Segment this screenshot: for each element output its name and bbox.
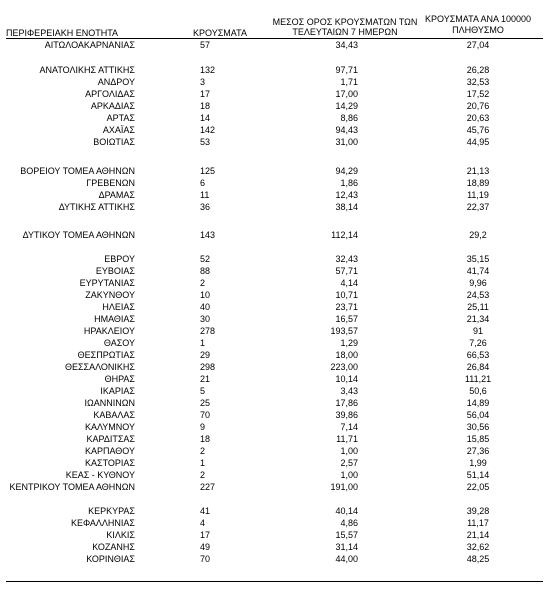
table-row [0, 136, 547, 148]
per-100k-cell: 41,74 [466, 266, 490, 276]
region-cell: ΑΝΑΤΟΛΙΚΗΣ ΑΤΤΙΚΗΣ [39, 65, 135, 75]
table-row [0, 469, 547, 481]
table-row [0, 325, 547, 337]
cases-cell: 18 [200, 101, 211, 111]
avg-cell: 8,86 [340, 113, 358, 123]
per-100k-cell: 20,63 [466, 113, 490, 123]
region-cell: ΚΙΛΚΙΣ [106, 530, 135, 540]
per-100k-cell: 17,52 [466, 89, 490, 99]
region-cell: ΚΑΒΑΛΑΣ [93, 410, 135, 420]
avg-cell: 1,29 [340, 338, 358, 348]
cases-cell: 53 [200, 137, 211, 147]
table-row [0, 301, 547, 313]
cases-cell: 143 [200, 230, 216, 240]
table-row [0, 313, 547, 325]
header-per-line1: ΚΡΟΥΣΜΑΤΑ ΑΝΑ 100000 [425, 14, 531, 24]
region-cell: ΑΝΔΡΟΥ [97, 77, 135, 87]
table-row [0, 445, 547, 457]
table-row [0, 124, 547, 136]
per-100k-cell: 20,76 [466, 101, 490, 111]
avg-cell: 14,29 [335, 101, 358, 111]
per-100k-cell: 11,17 [467, 518, 489, 528]
region-cell: ΒΟΡΕΙΟΥ ΤΟΜΕΑ ΑΘΗΝΩΝ [20, 166, 135, 176]
region-cell: ΙΚΑΡΙΑΣ [100, 386, 135, 396]
cases-cell: 25 [200, 398, 211, 408]
avg-cell: 57,71 [335, 266, 358, 276]
per-100k-cell: 39,28 [466, 506, 490, 516]
region-cell: ΚΕΑΣ - ΚΥΘΝΟΥ [65, 470, 135, 480]
avg-cell: 16,57 [335, 314, 358, 324]
cases-cell: 2 [200, 278, 206, 288]
avg-cell: 34,43 [335, 40, 358, 50]
table-row [0, 481, 547, 493]
cases-cell: 10 [200, 290, 211, 300]
per-100k-cell: 22,05 [466, 482, 490, 492]
avg-cell: 2,57 [340, 458, 358, 468]
per-100k-cell: 91 [472, 326, 483, 336]
region-cell: ΕΒΡΟΥ [104, 254, 135, 264]
per-100k-cell: 29,2 [469, 230, 487, 240]
avg-cell: 3,43 [340, 386, 358, 396]
header-region: ΠΕΡΙΦΕΡΕΙΑΚΗ ΕΝΟΤΗΤΑ [6, 28, 119, 38]
cases-cell: 227 [200, 482, 216, 492]
per-100k-cell: 27,04 [466, 40, 490, 50]
per-100k-cell: 51,14 [466, 470, 490, 480]
header-per-line2: ΠΛΗΘΥΣΜΟ [452, 25, 504, 35]
cases-cell: 3 [200, 77, 206, 87]
cases-cell: 52 [200, 254, 211, 264]
cases-cell: 9 [200, 422, 206, 432]
table-row [0, 433, 547, 445]
per-100k-cell: 21,34 [466, 314, 490, 324]
cases-cell: 88 [200, 266, 211, 276]
cases-cell: 2 [200, 470, 206, 480]
avg-cell: 7,14 [340, 422, 358, 432]
avg-cell: 44,00 [335, 554, 358, 564]
region-cell: ΖΑΚΥΝΘΟΥ [85, 290, 135, 300]
per-100k-cell: 11,19 [467, 190, 489, 200]
per-100k-cell: 56,04 [466, 410, 490, 420]
avg-cell: 94,43 [335, 125, 358, 135]
cases-cell: 18 [200, 434, 211, 444]
per-100k-cell: 24,53 [466, 290, 490, 300]
cases-cell: 142 [200, 125, 216, 135]
avg-cell: 1,00 [340, 446, 358, 456]
per-100k-cell: 21,14 [466, 530, 490, 540]
region-cell: ΘΗΡΑΣ [104, 374, 135, 384]
region-cell: ΔΥΤΙΚΟΥ ΤΟΜΕΑ ΑΘΗΝΩΝ [22, 230, 135, 240]
region-cell: ΑΧΑΪΑΣ [102, 125, 135, 135]
per-100k-cell: 30,56 [466, 422, 490, 432]
region-cell: ΚΟΡΙΝΘΙΑΣ [86, 554, 135, 564]
region-cell: ΗΛΕΙΑΣ [102, 302, 135, 312]
header-avg-line2: ΤΕΛΕΥΤΑΙΩΝ 7 ΗΜΕΡΩΝ [292, 27, 398, 37]
region-cell: ΑΙΤΩΛΟΑΚΑΡΝΑΝΙΑΣ [44, 40, 135, 50]
region-cell: ΙΩΑΝΝΙΝΩΝ [84, 398, 135, 408]
table-row [0, 265, 547, 277]
table-row [0, 529, 547, 541]
avg-cell: 4,14 [340, 278, 358, 288]
avg-cell: 10,71 [335, 290, 358, 300]
table-row [0, 337, 547, 349]
table-row [0, 177, 547, 189]
per-100k-cell: 48,25 [466, 554, 490, 564]
avg-cell: 1,86 [340, 178, 358, 188]
region-cell: ΚΕΝΤΡΙΚΟΥ ΤΟΜΕΑ ΑΘΗΝΩΝ [9, 482, 135, 492]
per-100k-cell: 45,76 [466, 125, 490, 135]
cases-cell: 132 [200, 65, 216, 75]
region-cell: ΑΡΚΑΔΙΑΣ [90, 101, 135, 111]
per-100k-cell: 26,84 [466, 362, 490, 372]
table-row [0, 189, 547, 201]
region-cell: ΕΥΡΥΤΑΝΙΑΣ [79, 278, 135, 288]
region-cell: ΚΑΣΤΟΡΙΑΣ [85, 458, 135, 468]
region-cell: ΚΕΦΑΛΛΗΝΙΑΣ [70, 518, 135, 528]
cases-cell: 17 [200, 89, 211, 99]
avg-cell: 1,71 [340, 77, 358, 87]
per-100k-cell: 26,28 [466, 65, 490, 75]
cases-cell: 49 [200, 542, 211, 552]
region-cell: ΚΕΡΚΥΡΑΣ [88, 506, 135, 516]
cases-cell: 70 [200, 410, 211, 420]
table-row [0, 457, 547, 469]
header-cases: ΚΡΟΥΣΜΑΤΑ [193, 28, 247, 38]
region-cell: ΚΑΡΔΙΤΣΑΣ [86, 434, 135, 444]
cases-cell: 40 [200, 302, 211, 312]
cases-cell: 4 [200, 518, 206, 528]
bottom-divider [6, 581, 543, 582]
avg-cell: 39,86 [335, 410, 358, 420]
table-row [0, 361, 547, 373]
cases-cell: 70 [200, 554, 211, 564]
region-cell: ΕΥΒΟΙΑΣ [95, 266, 135, 276]
per-100k-cell: 9,96 [469, 278, 487, 288]
cases-cell: 5 [200, 386, 206, 396]
avg-cell: 193,57 [330, 326, 358, 336]
cases-cell: 17 [200, 530, 211, 540]
table-row [0, 100, 547, 112]
per-100k-cell: 32,62 [466, 542, 490, 552]
table-row [0, 112, 547, 124]
region-cell: ΗΡΑΚΛΕΙΟΥ [83, 326, 135, 336]
table-row [0, 397, 547, 409]
table-row [0, 76, 547, 88]
avg-cell: 18,00 [335, 350, 358, 360]
cases-cell: 21 [200, 374, 211, 384]
avg-cell: 112,14 [331, 230, 358, 240]
per-100k-cell: 21,13 [466, 166, 490, 176]
avg-cell: 40,14 [335, 506, 358, 516]
cases-cell: 41 [200, 506, 211, 516]
header-avg-line1: ΜΕΣΟΣ ΟΡΟΣ ΚΡΟΥΣΜΑΤΩΝ ΤΩΝ [272, 17, 418, 27]
table-row [0, 505, 547, 517]
per-100k-cell: 15,85 [466, 434, 490, 444]
table-row [0, 553, 547, 565]
avg-cell: 31,14 [335, 542, 358, 552]
region-cell: ΘΑΣΟΥ [103, 338, 135, 348]
cases-cell: 6 [200, 178, 206, 188]
avg-cell: 4,86 [340, 518, 358, 528]
avg-cell: 23,71 [335, 302, 358, 312]
cases-cell: 125 [200, 166, 216, 176]
avg-cell: 32,43 [335, 254, 358, 264]
region-cell: ΑΡΓΟΛΙΔΑΣ [85, 89, 135, 99]
table-row [0, 88, 547, 100]
per-100k-cell: 18,89 [466, 178, 490, 188]
table-row [0, 289, 547, 301]
avg-cell: 1,00 [340, 470, 358, 480]
table-row [0, 409, 547, 421]
cases-cell: 14 [200, 113, 211, 123]
cases-cell: 30 [200, 314, 211, 324]
avg-cell: 223,00 [330, 362, 358, 372]
cases-cell: 1 [200, 338, 206, 348]
region-cell: ΘΕΣΣΑΛΟΝΙΚΗΣ [64, 362, 135, 372]
table-row [0, 229, 547, 241]
table-row [0, 64, 547, 76]
per-100k-cell: 27,36 [466, 446, 490, 456]
avg-cell: 94,29 [335, 166, 358, 176]
per-100k-cell: 32,53 [466, 77, 490, 87]
table-row [0, 165, 547, 177]
cases-cell: 298 [200, 362, 216, 372]
table-row [0, 201, 547, 213]
avg-cell: 191,00 [330, 482, 358, 492]
per-100k-cell: 7,26 [469, 338, 487, 348]
per-100k-cell: 35,15 [466, 254, 490, 264]
region-cell: ΚΑΛΥΜΝΟΥ [84, 422, 135, 432]
table-row [0, 39, 547, 51]
per-100k-cell: 66,53 [466, 350, 490, 360]
avg-cell: 38,14 [335, 202, 358, 212]
avg-cell: 11,71 [336, 434, 358, 444]
per-100k-cell: 111,21 [464, 374, 492, 384]
cases-cell: 29 [200, 350, 211, 360]
avg-cell: 17,00 [335, 89, 358, 99]
region-cell: ΚΟΖΑΝΗΣ [92, 542, 135, 552]
per-100k-cell: 25,11 [467, 302, 489, 312]
table-row [0, 277, 547, 289]
table-row [0, 541, 547, 553]
table-row [0, 253, 547, 265]
cases-cell: 36 [200, 202, 211, 212]
cases-cell: 1 [200, 458, 206, 468]
region-cell: ΒΟΙΩΤΙΑΣ [93, 137, 135, 147]
avg-cell: 31,00 [335, 137, 358, 147]
table-row [0, 373, 547, 385]
per-100k-cell: 22,37 [466, 202, 490, 212]
avg-cell: 17,86 [335, 398, 358, 408]
cases-cell: 2 [200, 446, 206, 456]
region-cell: ΔΥΤΙΚΗΣ ΑΤΤΙΚΗΣ [58, 202, 135, 212]
per-100k-cell: 44,95 [466, 137, 490, 147]
cases-cell: 11 [200, 190, 210, 200]
cases-cell: 57 [200, 40, 211, 50]
per-100k-cell: 50,6 [469, 386, 487, 396]
table-row [0, 421, 547, 433]
region-cell: ΗΜΑΘΙΑΣ [94, 314, 135, 324]
cases-cell: 278 [200, 326, 216, 336]
region-cell: ΔΡΑΜΑΣ [98, 190, 135, 200]
per-100k-cell: 14,89 [466, 398, 490, 408]
per-100k-cell: 1,99 [469, 458, 487, 468]
table-row [0, 517, 547, 529]
region-cell: ΓΡΕΒΕΝΩΝ [86, 178, 135, 188]
table-row [0, 349, 547, 361]
region-cell: ΘΕΣΠΡΩΤΙΑΣ [77, 350, 135, 360]
region-cell: ΚΑΡΠΑΘΟΥ [84, 446, 135, 456]
avg-cell: 10,14 [335, 374, 358, 384]
region-cell: ΑΡΤΑΣ [106, 113, 135, 123]
avg-cell: 97,71 [335, 65, 358, 75]
avg-cell: 12,43 [335, 190, 358, 200]
avg-cell: 15,57 [335, 530, 358, 540]
table-row [0, 385, 547, 397]
